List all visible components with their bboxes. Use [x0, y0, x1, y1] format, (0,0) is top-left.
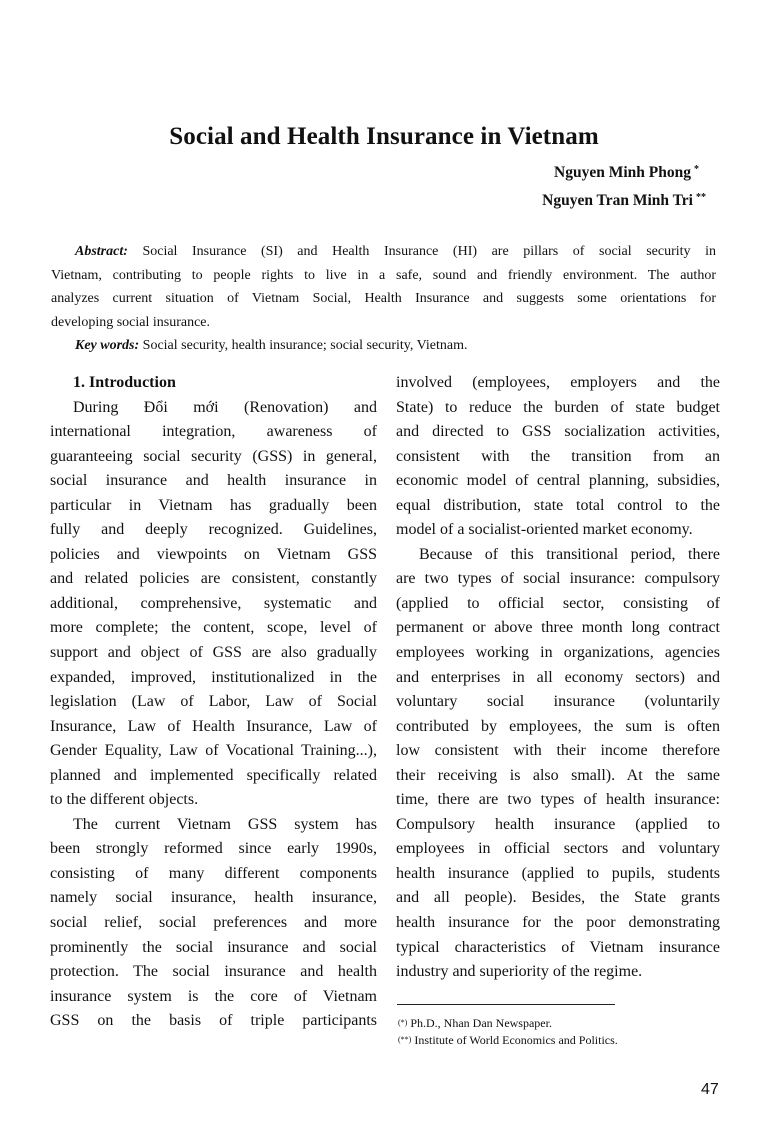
body-line: consistent with the transition from an: [396, 447, 720, 465]
keywords-label: Key words:: [75, 338, 140, 353]
abstract-line: analyzes current situation of Vietnam Social, Health Insurance and suggests some orientations for: [51, 291, 716, 306]
body-line: been strongly reformed since early 1990s,: [50, 840, 377, 858]
body-line: model of a socialist-oriented market economy.: [396, 521, 693, 539]
body-line: equal distribution, state total control to the: [396, 496, 720, 514]
body-line: and directed to GSS socialization activities,: [396, 423, 720, 441]
author-footnote-mark: *: [694, 164, 699, 175]
abstract-block: [51, 240, 716, 358]
body-line: The current Vietnam GSS system has: [73, 815, 377, 833]
body-line: typical characteristics of Vietnam insurance: [396, 938, 720, 956]
body-line: additional, comprehensive, systematic and: [50, 594, 377, 612]
body-line: contributed by employees, the sum is often: [396, 717, 720, 735]
author-name: Nguyen Tran Minh Tri: [542, 192, 693, 209]
footnote-text: Ph.D., Nhan Dan Newspaper.: [410, 1016, 552, 1030]
left-column: [50, 371, 377, 1034]
paper-title: Social and Health Insurance in Vietnam: [169, 122, 599, 150]
body-line: namely social insurance, health insurance,: [50, 889, 377, 907]
body-line: fully and deeply recognized. Guidelines,: [50, 521, 377, 539]
footnote-mark: (**): [398, 1035, 412, 1044]
body-line: economic model of central planning, subsidies,: [396, 472, 720, 490]
body-line: industry and superiority of the regime.: [396, 963, 643, 981]
body-line: to the different objects.: [50, 791, 199, 809]
abstract-label: Abstract:: [75, 244, 128, 259]
body-line: Compulsory health insurance (applied to: [396, 815, 720, 833]
footnote-divider: [397, 1004, 615, 1005]
keywords-line: [51, 334, 716, 358]
body-line: and all people). Besides, the State grants: [396, 889, 720, 907]
body-line: Gender Equality, Law of Vocational Training...),: [50, 742, 377, 760]
body-line: health insurance (applied to pupils, students: [396, 864, 720, 882]
page-number: 47: [701, 1081, 719, 1098]
body-line: low consistent with their income therefore: [396, 742, 720, 760]
body-line: and enterprises in all economy sectors) and: [396, 668, 720, 686]
abstract-line: developing social insurance.: [51, 314, 211, 330]
footnote-1: [398, 1015, 618, 1032]
body-line: support and object of GSS are also gradually: [50, 644, 377, 662]
footnote-mark: (*): [398, 1018, 408, 1027]
abstract-line: Abstract: Social Insurance (SI) and Health Insurance (HI) are pillars of social security in: [75, 244, 716, 259]
body-line: During Đổi mới (Renovation) and: [73, 398, 377, 416]
body-line: their receiving is also small). At the same: [396, 766, 720, 784]
body-line: employees working in organizations, agencies: [396, 644, 720, 662]
body-line: involved (employees, employers and the: [396, 374, 720, 391]
footnotes: [398, 1015, 618, 1049]
right-column: [396, 371, 720, 985]
body-line: Insurance, Law of Health Insurance, Law of: [50, 717, 377, 735]
body-line: expanded, improved, institutionalized in the: [50, 668, 377, 686]
body-line: more complete; the content, scope, level of: [50, 619, 377, 637]
body-line: insurance system is the core of Vietnam: [50, 987, 377, 1005]
body-line: social relief, social preferences and more: [50, 914, 377, 932]
body-line: particular in Vietnam has gradually been: [50, 496, 377, 514]
footnote-text: Institute of World Economics and Politics.: [414, 1033, 618, 1047]
body-line: time, there are two types of health insurance:: [396, 791, 720, 809]
body-line: legislation (Law of Labor, Law of Social: [50, 693, 377, 711]
body-line: permanent or above three month long contract: [396, 619, 720, 637]
body-line: and related policies are consistent, constantly: [50, 570, 377, 588]
body-line: international integration, awareness of: [50, 423, 377, 441]
keywords-text: Social security, health insurance; social security, Vietnam.: [142, 338, 468, 353]
body-line: prominently the social insurance and social: [50, 938, 377, 956]
body-line: social insurance and health insurance in: [50, 472, 377, 490]
body-line: health insurance for the poor demonstrating: [396, 914, 720, 932]
body-line: GSS on the basis of triple participants: [50, 1012, 377, 1030]
author-footnote-mark: **: [696, 192, 706, 203]
footnote-2: [398, 1032, 618, 1049]
body-line: State) to reduce the burden of state budget: [396, 398, 720, 416]
section-heading: 1. Introduction: [73, 374, 176, 391]
author-name: Nguyen Minh Phong: [554, 164, 691, 181]
body-line: protection. The social insurance and health: [50, 963, 377, 981]
body-line: employees in official sectors and voluntary: [396, 840, 720, 858]
abstract-line: Vietnam, contributing to people rights to live in a safe, sound and friendly environment. The author: [51, 267, 716, 283]
body-line: consisting of many different components: [50, 864, 377, 882]
author-2: [542, 191, 706, 211]
body-line: are two types of social insurance: compulsory: [396, 570, 720, 588]
body-line: voluntary social insurance (voluntarily: [396, 693, 720, 711]
body-line: planned and implemented specifically related: [50, 766, 377, 784]
author-1: [554, 163, 699, 183]
body-line: Because of this transitional period, there: [419, 545, 720, 563]
body-line: (applied to official sector, consisting of: [396, 594, 720, 612]
body-line: guaranteeing social security (GSS) in general,: [50, 447, 377, 465]
body-line: policies and viewpoints on Vietnam GSS: [50, 545, 377, 563]
